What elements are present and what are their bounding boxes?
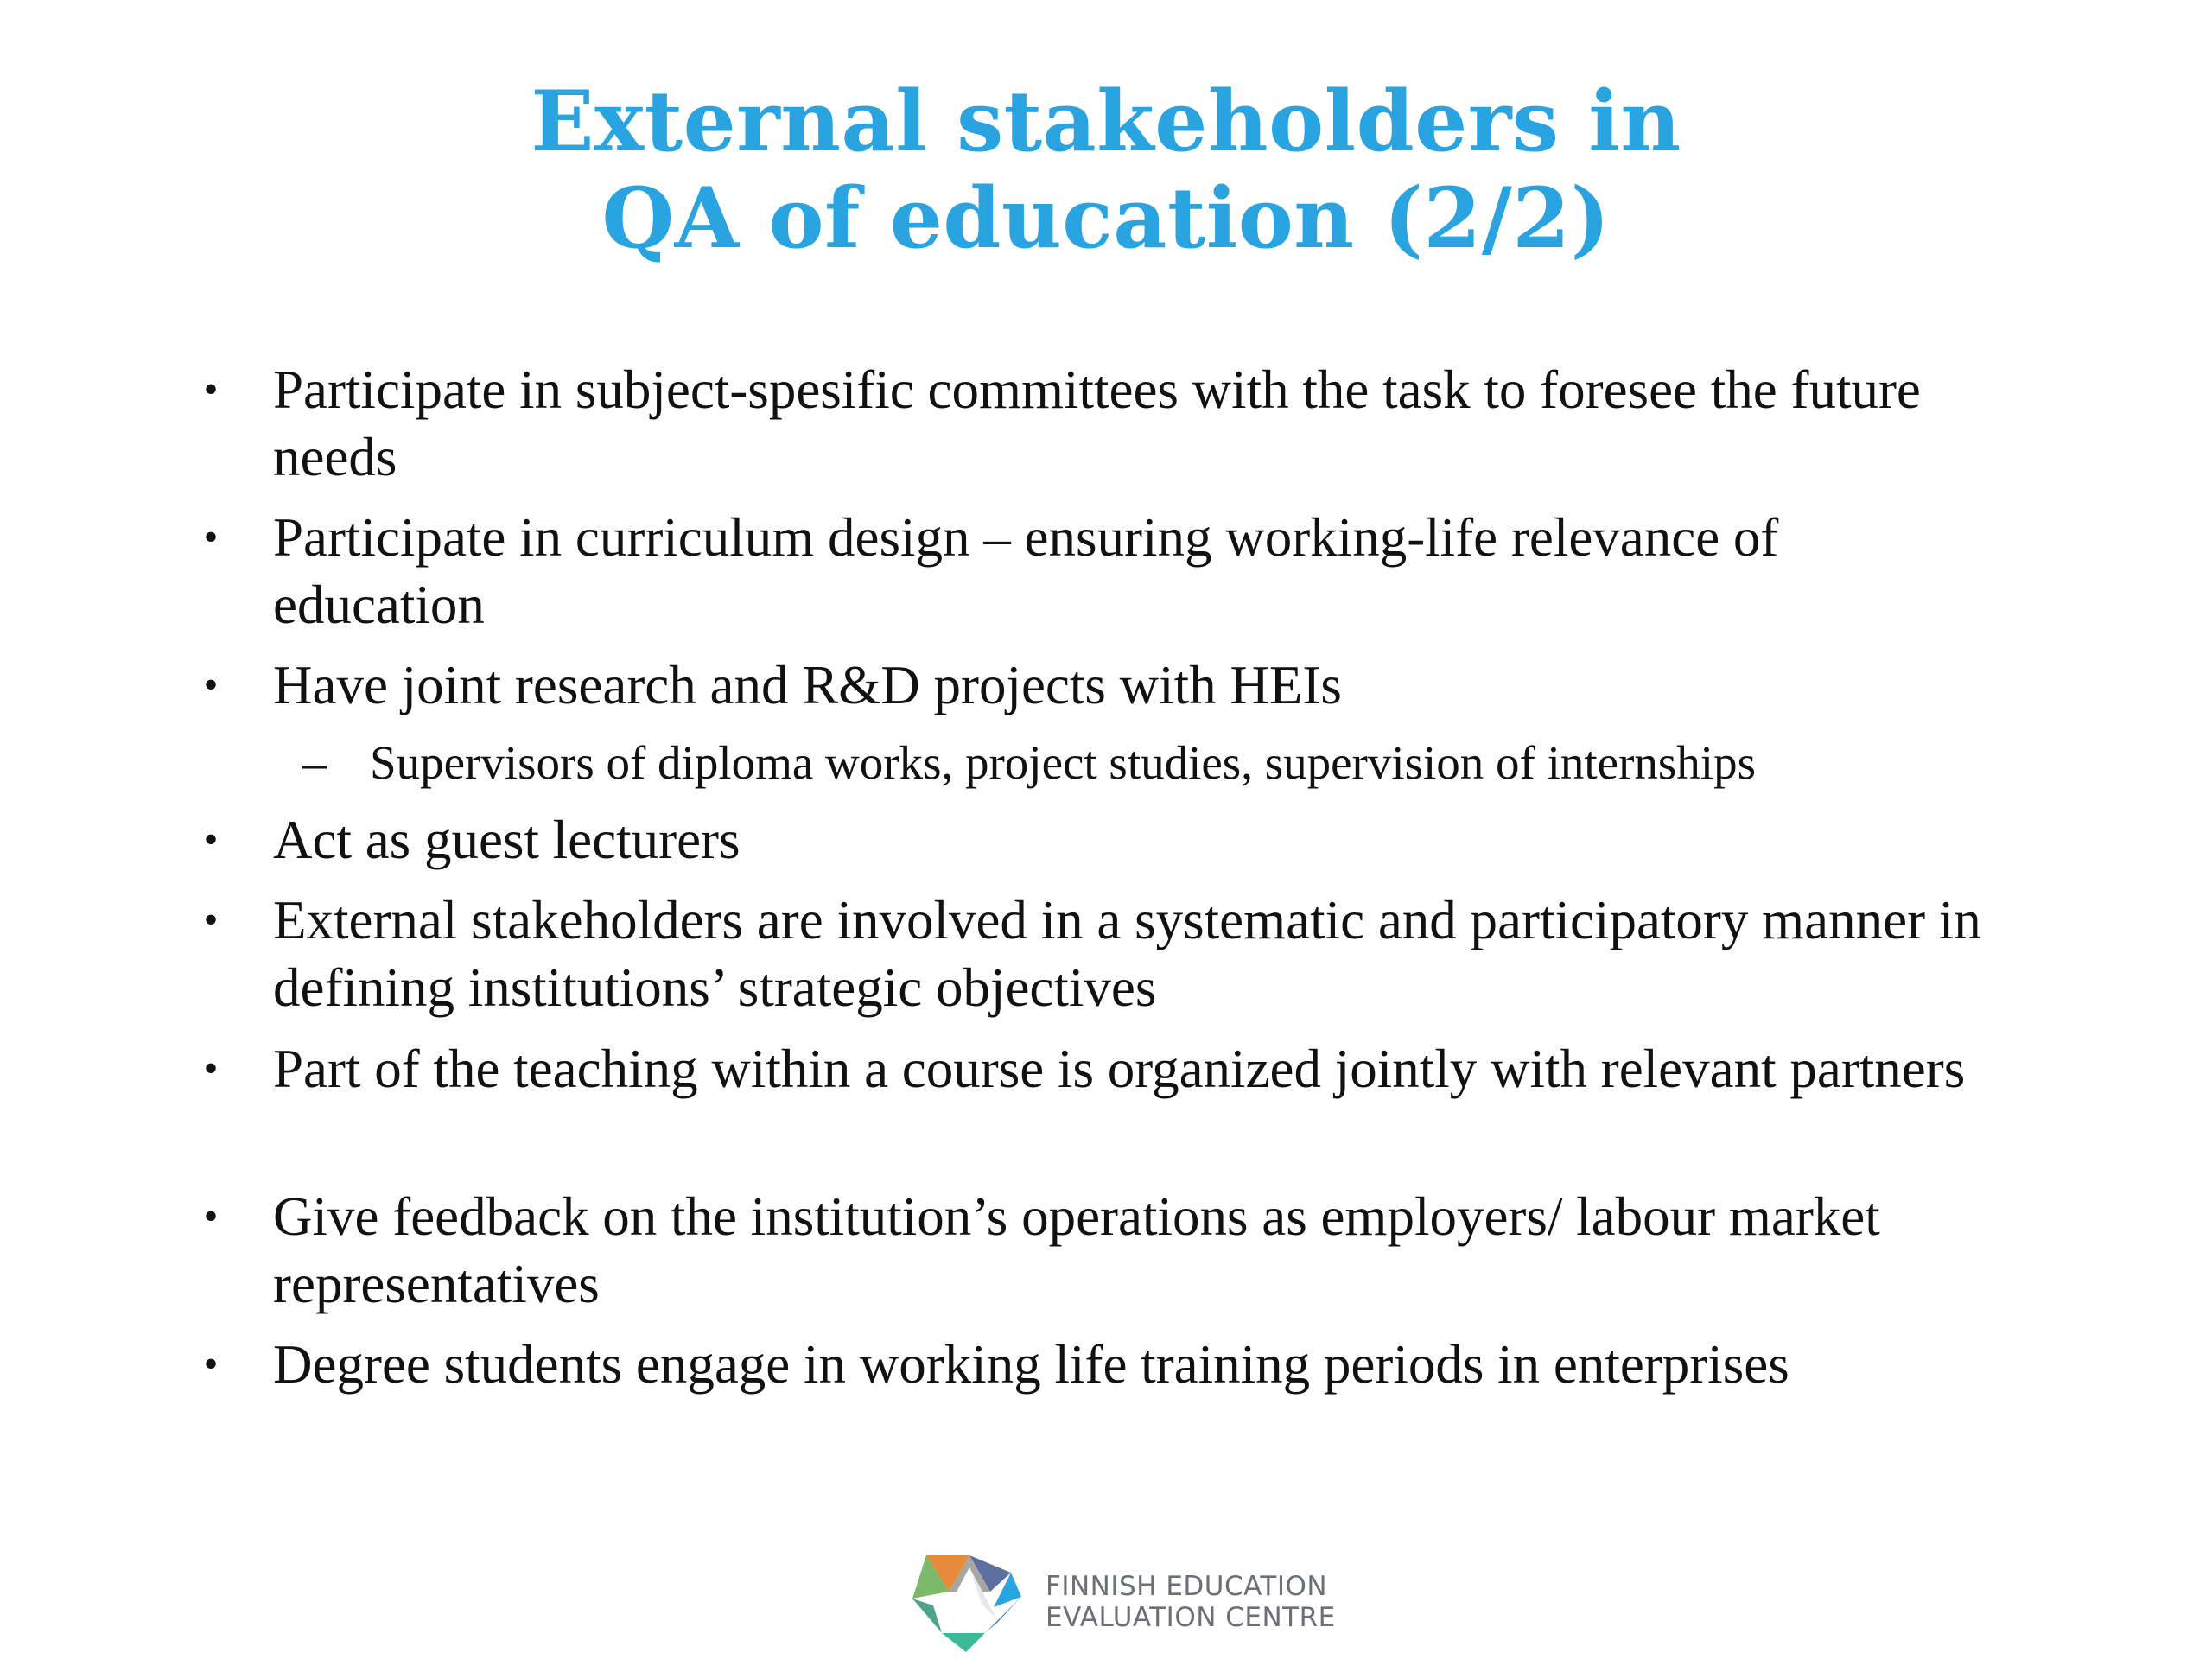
list-item bbox=[203, 1035, 2001, 1103]
list-item-text: Participate in subject-spesific committees with the task to foresee the future needs bbox=[273, 359, 1921, 487]
bullet-marker: • bbox=[203, 1046, 219, 1091]
list-item-text: Act as guest lecturers bbox=[273, 810, 741, 870]
list-item-text: Give feedback on the institution’s operations as employers/ labour market representatives bbox=[273, 1186, 1880, 1314]
logo-line-1: FINNISH EDUCATION bbox=[1046, 1571, 1328, 1602]
title-line-1: External stakeholders in bbox=[531, 73, 1681, 170]
list-item bbox=[203, 1183, 2001, 1318]
title-line-2: QA of education (2/2) bbox=[601, 169, 1611, 267]
list-item bbox=[203, 504, 2001, 639]
sub-list-item-text: Supervisors of diploma works, project studies, supervision of internships bbox=[370, 736, 1756, 789]
list-item bbox=[203, 887, 2001, 1021]
logo-line-2: EVALUATION CENTRE bbox=[1046, 1602, 1336, 1633]
bullet-marker: • bbox=[203, 662, 219, 708]
list-item bbox=[203, 652, 2001, 719]
list-item bbox=[203, 1331, 2001, 1398]
bullet-marker: • bbox=[203, 366, 219, 412]
sub-list-item bbox=[302, 733, 2055, 793]
list-item-text: Degree students engage in working life training periods in enterprises bbox=[273, 1334, 1789, 1395]
bullet-marker: • bbox=[203, 1341, 219, 1387]
dash-marker: – bbox=[302, 736, 327, 789]
list-item bbox=[203, 806, 2001, 874]
list-item-text: External stakeholders are involved in a systematic and participatory manner in defining institutions’ strategic objectives bbox=[273, 890, 1981, 1018]
bullet-marker: • bbox=[203, 1193, 219, 1239]
bullet-marker: • bbox=[203, 817, 219, 862]
list-item-text: Participate in curriculum design – ensuring working-life relevance of education bbox=[273, 507, 1779, 635]
triangle-logo-icon bbox=[907, 1547, 1028, 1655]
logo-text bbox=[1046, 1571, 1336, 1633]
list-item-text: Part of the teaching within a course is organized jointly with relevant partners bbox=[273, 1039, 1966, 1099]
bullet-marker: • bbox=[203, 897, 219, 943]
footer-logo bbox=[907, 1547, 1339, 1655]
list-item-text: Have joint research and R&D projects with HEIs bbox=[273, 655, 1342, 715]
list-item bbox=[203, 356, 2001, 491]
bullet-marker: • bbox=[203, 514, 219, 560]
